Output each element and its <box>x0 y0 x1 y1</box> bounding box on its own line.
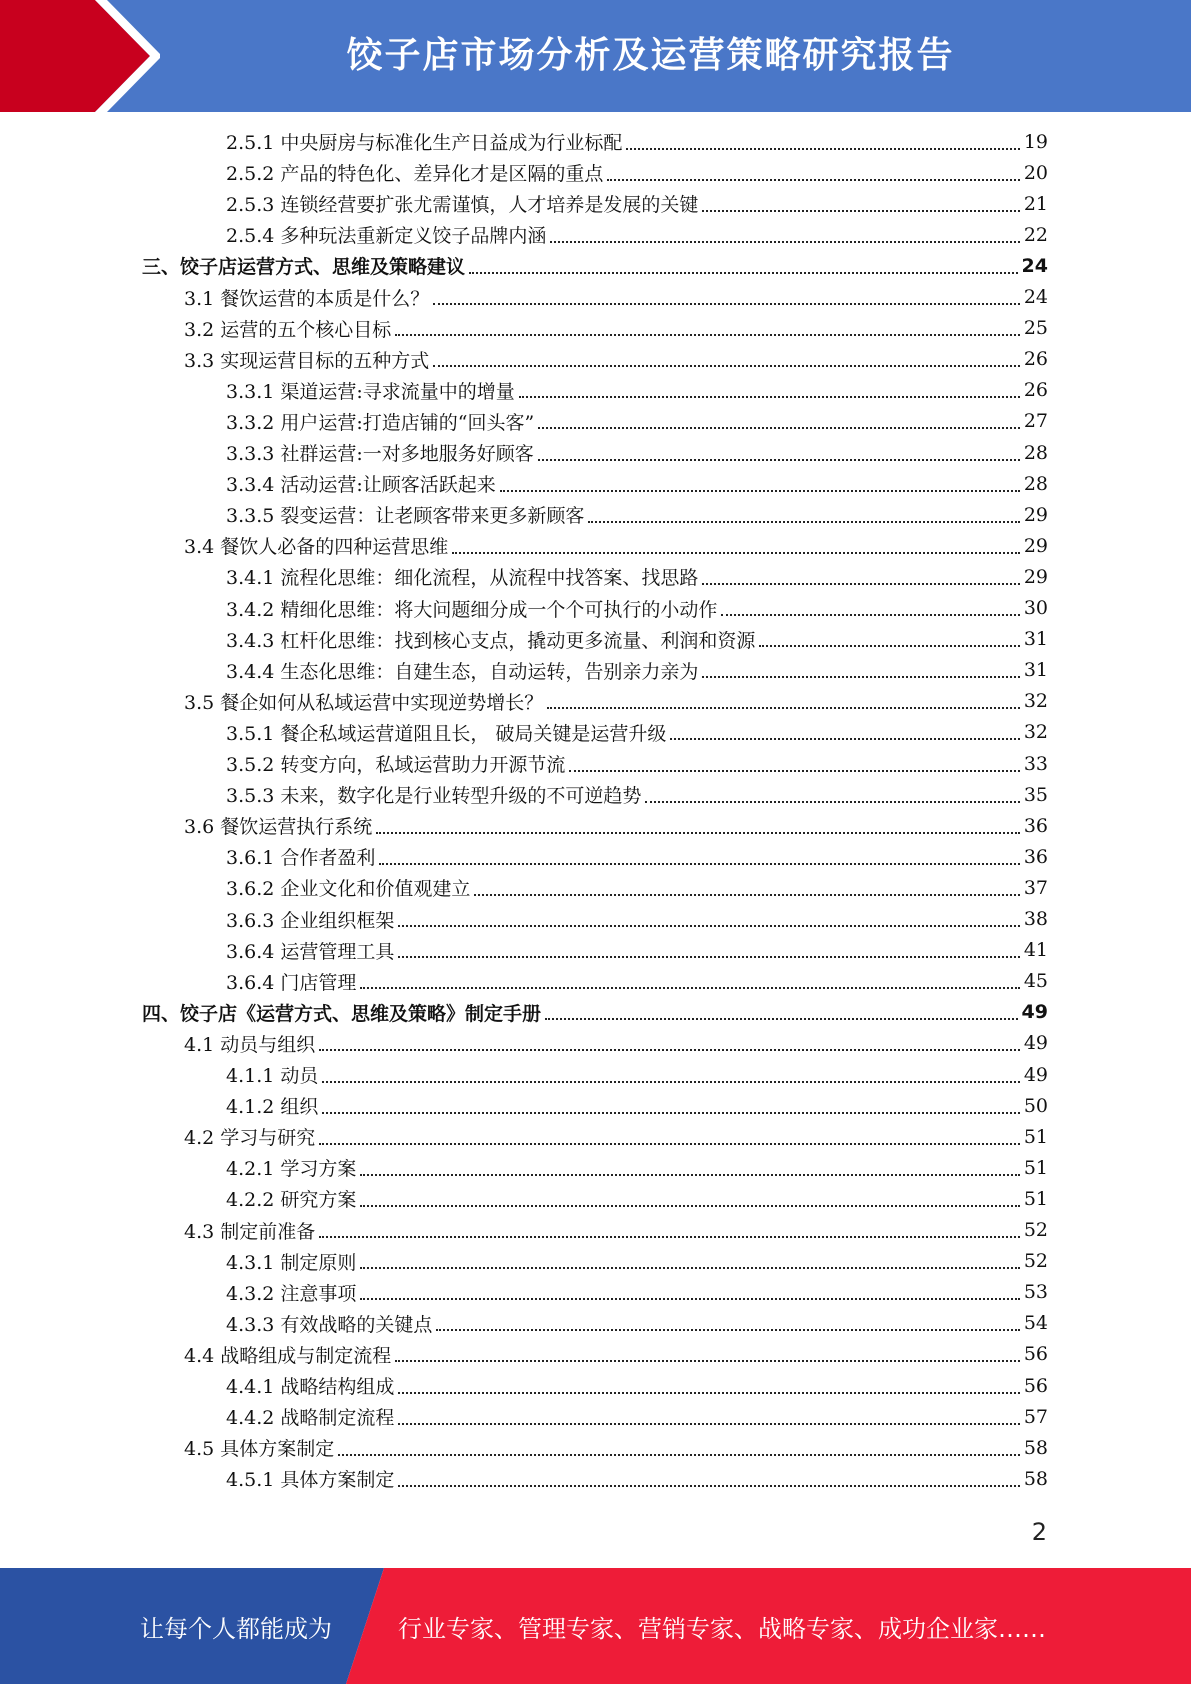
toc-dot-leader <box>702 676 1019 678</box>
toc-entry[interactable] <box>184 1339 1048 1370</box>
toc-entry-page: 33 <box>1023 752 1048 775</box>
toc-entry-label: 3.3.4 活动运营:让顾客活跃起来 <box>226 474 496 497</box>
toc-entry-page: 56 <box>1023 1343 1048 1366</box>
toc-entry-page: 29 <box>1023 534 1048 557</box>
toc-entry-page: 25 <box>1023 317 1048 340</box>
toc-entry[interactable] <box>142 250 1048 281</box>
toc-entry-label: 2.5.1 中央厨房与标准化生产日益成为行业标配 <box>226 132 623 154</box>
report-title: 饺子店市场分析及运营策略研究报告 <box>346 34 955 76</box>
toc-dot-leader <box>550 241 1019 243</box>
toc-entry-page: 26 <box>1023 348 1048 371</box>
toc-entry-page: 49 <box>1023 1063 1048 1086</box>
toc-entry-page: 24 <box>1021 254 1048 277</box>
toc-dot-leader <box>338 1454 1020 1456</box>
toc-entry[interactable] <box>226 717 1048 748</box>
toc-entry-label: 4.5.1 具体方案制定 <box>226 1469 395 1492</box>
toc-entry[interactable] <box>226 655 1048 686</box>
toc-entry[interactable] <box>226 1308 1048 1339</box>
page-number: 2 <box>1031 1518 1047 1546</box>
toc-entry-page: 31 <box>1023 659 1048 682</box>
toc-dot-leader <box>702 210 1019 212</box>
toc-entry-page: 56 <box>1023 1374 1048 1397</box>
toc-entry-page: 20 <box>1023 161 1048 184</box>
toc-dot-leader <box>398 925 1019 927</box>
toc-dot-leader <box>398 1423 1019 1425</box>
toc-entry-page: 36 <box>1023 845 1048 868</box>
toc-entry[interactable] <box>142 997 1048 1028</box>
toc-entry-label: 4.3.1 制定原则 <box>226 1251 357 1274</box>
toc-entry[interactable] <box>226 1370 1048 1401</box>
toc-dot-leader <box>547 707 1020 709</box>
toc-entry-label: 4.1.1 动员 <box>226 1065 319 1087</box>
toc-entry-label: 3.4.2 精细化思维：将大问题细分成一个个可执行的小动作 <box>226 598 718 621</box>
toc-entry[interactable] <box>184 1121 1048 1152</box>
toc-entry[interactable] <box>226 1059 1048 1090</box>
toc-dot-leader <box>360 1174 1019 1176</box>
toc-entry-page: 38 <box>1023 908 1048 930</box>
toc-dot-leader <box>433 365 1020 367</box>
toc-entry-page: 49 <box>1021 1001 1048 1024</box>
toc-entry-label: 3.4.1 流程化思维：细化流程，从流程中找答案、找思路 <box>226 567 699 590</box>
toc-entry[interactable] <box>184 530 1048 561</box>
toc-entry-page: 52 <box>1023 1250 1048 1273</box>
toc-entry[interactable] <box>226 1090 1048 1121</box>
toc-entry-label: 四、饺子店《运营方式、思维及策略》制定手册 <box>142 1002 542 1025</box>
toc-entry[interactable] <box>226 779 1048 810</box>
toc-entry-page: 54 <box>1023 1312 1048 1335</box>
toc-entry-label: 3.2 运营的五个核心目标 <box>184 318 392 341</box>
toc-entry[interactable] <box>226 188 1048 219</box>
toc-dot-leader <box>322 1112 1019 1114</box>
toc-entry[interactable] <box>226 499 1048 530</box>
toc-entry-page: 50 <box>1023 1094 1048 1117</box>
toc-dot-leader <box>360 1205 1019 1207</box>
toc-entry[interactable] <box>184 686 1048 717</box>
toc-entry-label: 4.3.2 注意事项 <box>226 1282 357 1305</box>
toc-entry[interactable] <box>184 1215 1048 1246</box>
toc-entry-page: 27 <box>1023 410 1048 433</box>
toc-entry-label: 2.5.3 连锁经营要扩张尤需谨慎，人才培养是发展的关键 <box>226 194 699 217</box>
toc-dot-leader <box>607 179 1019 181</box>
toc-entry[interactable] <box>226 126 1048 157</box>
toc-entry-label: 4.3 制定前准备 <box>184 1220 316 1243</box>
toc-entry-page: 53 <box>1023 1281 1048 1304</box>
toc-dot-leader <box>398 956 1019 958</box>
toc-dot-leader <box>500 490 1020 492</box>
footer-slogan-right: 行业专家、管理专家、营销专家、战略专家、成功企业家…… <box>398 1614 1046 1643</box>
toc-entry-page: 28 <box>1023 441 1048 464</box>
toc-entry-label: 3.1 餐饮运营的本质是什么？ <box>184 287 430 310</box>
toc-dot-leader <box>538 427 1020 429</box>
toc-entry[interactable] <box>226 1401 1048 1432</box>
toc-entry-label: 3.3 实现运营目标的五种方式 <box>184 349 430 372</box>
page-footer <box>0 1568 1191 1684</box>
toc-entry[interactable] <box>184 282 1048 313</box>
toc-entry-page: 45 <box>1023 970 1048 993</box>
toc-entry-label: 4.4.2 战略制定流程 <box>226 1407 395 1430</box>
toc-entry-label: 3.3.2 用户运营:打造店铺的“回头客” <box>226 411 535 434</box>
toc-entry[interactable] <box>226 1463 1048 1494</box>
toc-dot-leader <box>702 583 1019 585</box>
toc-dot-leader <box>395 1360 1020 1362</box>
toc-entry-label: 3.6.2 企业文化和价值观建立 <box>226 878 471 901</box>
toc-entry-page: 29 <box>1023 503 1048 526</box>
toc-entry[interactable] <box>226 468 1048 499</box>
toc-dot-leader <box>436 1329 1019 1331</box>
toc-entry-page: 24 <box>1023 286 1048 308</box>
toc-entry-label: 3.4.4 生态化思维：自建生态，自动运转，告别亲力亲为 <box>226 660 699 683</box>
toc-entry-page: 19 <box>1023 130 1048 153</box>
toc-entry-page: 51 <box>1023 1125 1048 1148</box>
toc-entry-label: 3.6.1 合作者盈利 <box>226 847 376 870</box>
toc-dot-leader <box>395 334 1020 336</box>
page-header <box>0 0 1191 112</box>
toc-entry-label: 4.4.1 战略结构组成 <box>226 1376 395 1398</box>
toc-entry[interactable] <box>226 904 1048 935</box>
toc-dot-leader <box>721 614 1019 616</box>
toc-entry[interactable] <box>184 810 1048 841</box>
toc-dot-leader <box>360 987 1019 989</box>
toc-entry[interactable] <box>226 1277 1048 1308</box>
toc-dot-leader <box>322 1081 1019 1083</box>
toc-dot-leader <box>588 521 1019 523</box>
toc-entry-page: 32 <box>1023 690 1048 713</box>
toc-entry-label: 4.2.2 研究方案 <box>226 1189 357 1212</box>
toc-dot-leader <box>626 148 1019 150</box>
toc-entry-label: 3.6.3 企业组织框架 <box>226 909 395 932</box>
toc-entry-label: 2.5.4 多种玩法重新定义饺子品牌内涵 <box>226 225 547 248</box>
toc-entry[interactable] <box>184 313 1048 344</box>
toc-dot-leader <box>398 1392 1019 1394</box>
toc-entry[interactable] <box>226 406 1048 437</box>
toc-entry[interactable] <box>226 1183 1048 1214</box>
toc-dot-leader <box>759 645 1019 647</box>
toc-entry-page: 58 <box>1023 1467 1048 1490</box>
toc-entry-page: 29 <box>1023 565 1048 588</box>
toc-entry-label: 3.5.2 转变方向，私域运营助力开源节流 <box>226 754 566 776</box>
toc-entry-page: 35 <box>1023 783 1048 806</box>
toc-entry[interactable] <box>226 157 1048 188</box>
toc-entry[interactable] <box>226 748 1048 779</box>
toc-dot-leader <box>433 303 1020 305</box>
toc-entry-label: 3.4 餐饮人必备的四种运营思维 <box>184 536 449 559</box>
toc-entry-label: 4.1.2 组织 <box>226 1096 319 1119</box>
toc-entry-page: 32 <box>1023 721 1048 744</box>
toc-entry-page: 37 <box>1023 876 1048 899</box>
toc-entry[interactable] <box>226 624 1048 655</box>
toc-dot-leader <box>545 1018 1018 1020</box>
toc-dot-leader <box>474 894 1019 896</box>
toc-entry[interactable] <box>226 1152 1048 1183</box>
toc-dot-leader <box>379 863 1019 865</box>
toc-entry-label: 2.5.2 产品的特色化、差异化才是区隔的重点 <box>226 163 604 186</box>
toc-entry-label: 4.3.3 有效战略的关键点 <box>226 1313 433 1336</box>
toc-entry-label: 4.2 学习与研究 <box>184 1127 316 1150</box>
toc-entry-label: 4.5 具体方案制定 <box>184 1438 335 1461</box>
toc-dot-leader <box>519 396 1020 398</box>
header-ribbon-icon <box>0 0 160 112</box>
footer-slogan-left: 让每个人都能成为 <box>140 1614 332 1643</box>
toc-entry-page: 28 <box>1023 472 1048 495</box>
toc-entry-page: 52 <box>1023 1219 1048 1241</box>
toc-entry-page: 51 <box>1023 1156 1048 1179</box>
toc-entry-label: 3.3.3 社群运营:一对多地服务好顾客 <box>226 443 534 465</box>
toc-dot-leader <box>469 272 1018 274</box>
toc-entry[interactable] <box>226 437 1048 468</box>
toc-dot-leader <box>645 801 1019 803</box>
toc-dot-leader <box>360 1267 1019 1269</box>
toc-entry[interactable] <box>184 344 1048 375</box>
toc-entry-label: 三、饺子店运营方式、思维及策略建议 <box>142 256 466 279</box>
toc-entry[interactable] <box>226 561 1048 592</box>
toc-entry-label: 3.3.1 渠道运营:寻求流量中的增量 <box>226 380 515 403</box>
toc-dot-leader <box>569 770 1019 772</box>
toc-entry[interactable] <box>226 375 1048 406</box>
toc-entry-label: 3.6 餐饮运营执行系统 <box>184 816 373 839</box>
toc-entry-page: 30 <box>1023 597 1048 619</box>
toc-entry[interactable] <box>226 219 1048 250</box>
toc-entry[interactable] <box>184 1432 1048 1463</box>
toc-entry-label: 3.4.3 杠杆化思维：找到核心支点，撬动更多流量、利润和资源 <box>226 629 756 652</box>
toc-dot-leader <box>319 1143 1020 1145</box>
toc-entry[interactable] <box>226 872 1048 903</box>
toc-entry-label: 3.5.1 餐企私域运营道阻且长， 破局关键是运营升级 <box>226 722 667 745</box>
toc-entry-page: 58 <box>1023 1436 1048 1459</box>
toc-entry-label: 3.5 餐企如何从私域运营中实现逆势增长？ <box>184 691 544 714</box>
toc-dot-leader <box>538 459 1020 461</box>
toc-entry[interactable] <box>226 593 1048 624</box>
toc-entry[interactable] <box>226 935 1048 966</box>
toc-entry-label: 4.1 动员与组织 <box>184 1033 316 1056</box>
toc-entry-page: 36 <box>1023 814 1048 837</box>
toc-entry-page: 49 <box>1023 1032 1048 1055</box>
toc-entry-page: 21 <box>1023 192 1048 215</box>
toc-entry-page: 22 <box>1023 223 1048 246</box>
toc-entry-label: 4.4 战略组成与制定流程 <box>184 1344 392 1367</box>
toc-entry-label: 3.3.5 裂变运营：让老顾客带来更多新顾客 <box>226 505 585 528</box>
toc-entry-page: 51 <box>1023 1187 1048 1210</box>
toc-entry-label: 3.5.3 未来，数字化是行业转型升级的不可逆趋势 <box>226 785 642 808</box>
toc-dot-leader <box>452 552 1020 554</box>
toc-entry-label: 3.6.4 门店管理 <box>226 971 357 994</box>
toc-dot-leader <box>670 738 1019 740</box>
toc-dot-leader <box>360 1298 1019 1300</box>
toc-dot-leader <box>319 1236 1020 1238</box>
toc-entry[interactable] <box>226 966 1048 997</box>
toc-entry-label: 4.2.1 学习方案 <box>226 1158 357 1181</box>
toc-entry-page: 57 <box>1023 1405 1048 1428</box>
toc-dot-leader <box>398 1485 1019 1487</box>
toc-entry[interactable] <box>184 1028 1048 1059</box>
toc-entry[interactable] <box>226 841 1048 872</box>
toc-entry-page: 26 <box>1023 379 1048 402</box>
toc-entry-label: 3.6.4 运营管理工具 <box>226 940 395 963</box>
toc-entry[interactable] <box>226 1246 1048 1277</box>
toc-entry-page: 31 <box>1023 628 1048 651</box>
toc-entry-page: 41 <box>1023 939 1048 962</box>
toc-dot-leader <box>319 1049 1020 1051</box>
toc-dot-leader <box>376 832 1020 834</box>
